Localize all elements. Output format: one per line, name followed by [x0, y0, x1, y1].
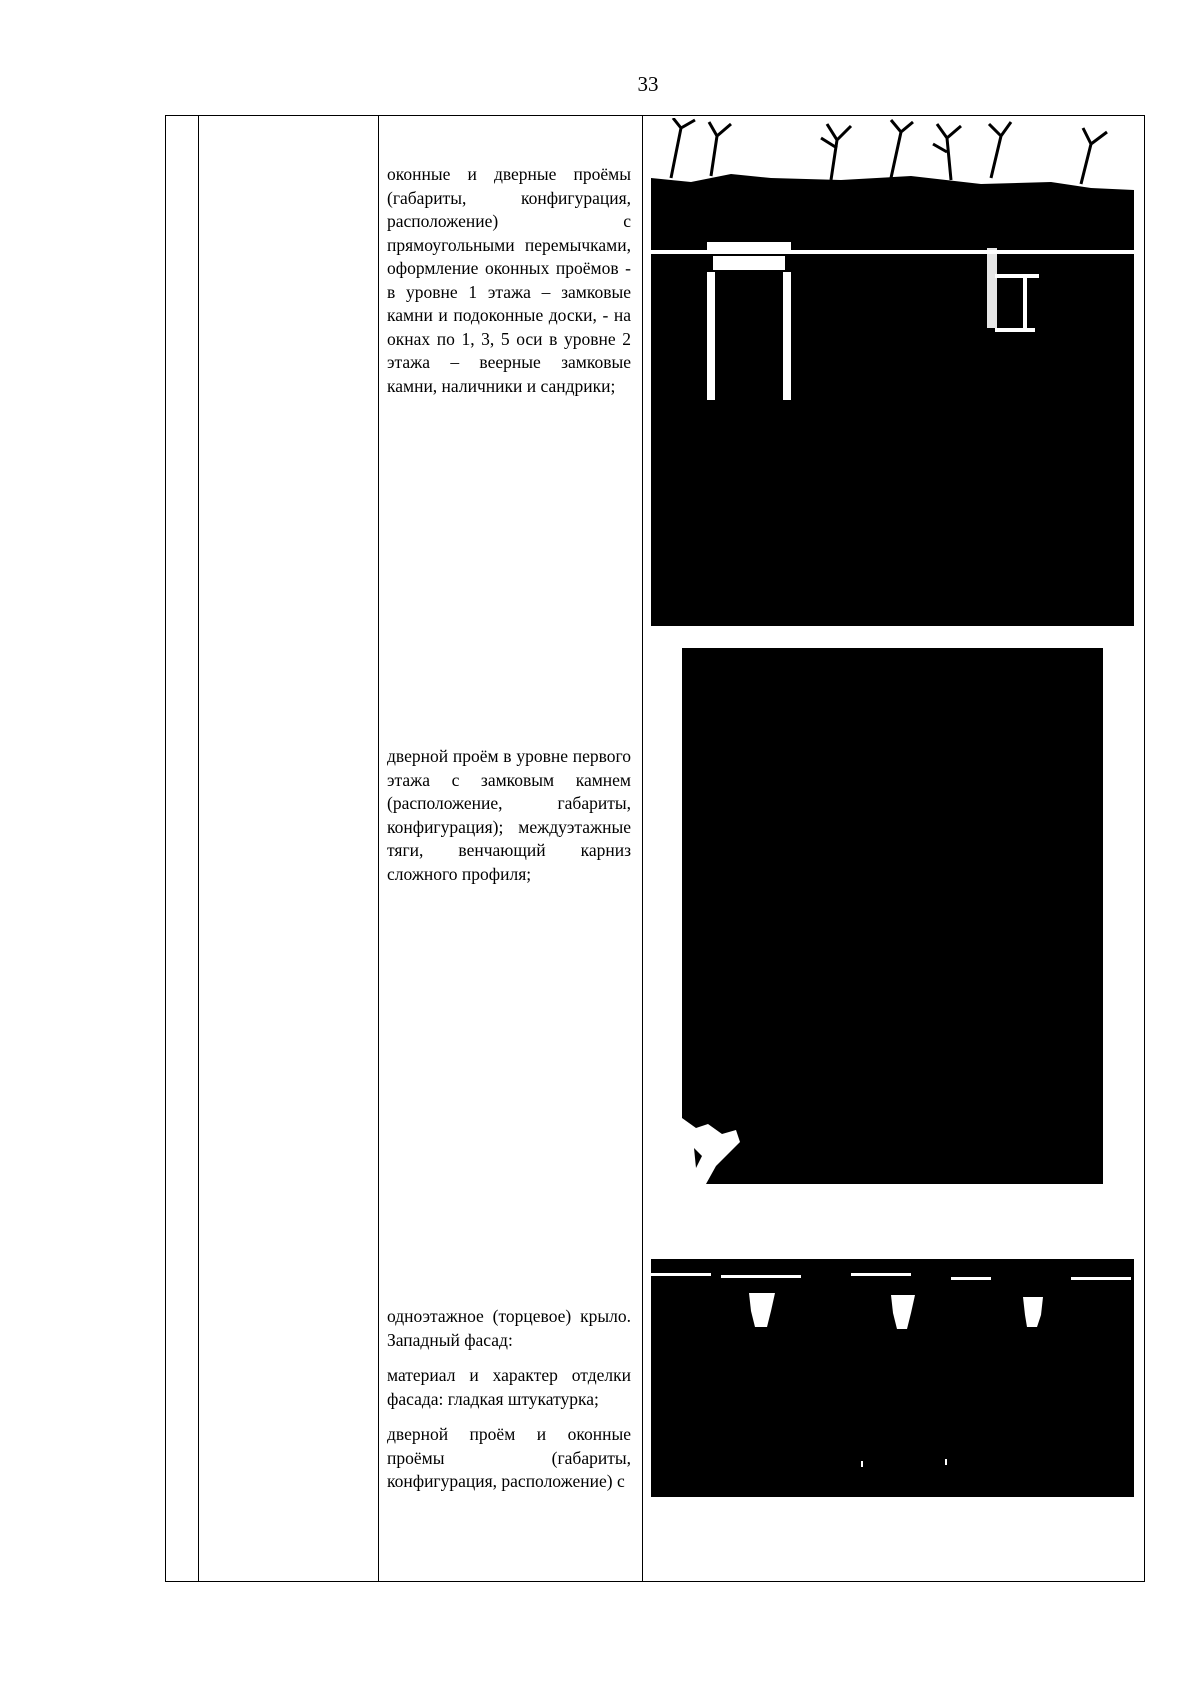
- page-number: 33: [637, 72, 659, 96]
- facade-photo-1: [651, 118, 1134, 626]
- description-block-2: [387, 745, 631, 898]
- description-paragraph: оконные и дверные проёмы (габариты, конфигурация, расположение) с прямоугольными перемычками, оформление оконных проёмов - в уровне 1 этажа – замковые камни и подоконные доски, - на окнах по 1, 3, 5 оси в уровне 2 этажа – веерные замковые камни, наличники и сандрики;: [387, 164, 631, 396]
- west-facade-photo-image: [651, 1259, 1134, 1497]
- table-column-divider: [378, 116, 379, 1581]
- west-facade-photo: [651, 1259, 1134, 1497]
- facade-photo-1-image: [651, 118, 1134, 626]
- description-block-3: [387, 1305, 631, 1494]
- description-paragraph: одноэтажное (торцевое) крыло. Западный фасад:: [387, 1306, 631, 1350]
- description-paragraph: материал и характер отделки фасада: гладкая штукатурка;: [387, 1365, 631, 1409]
- table-column-divider: [198, 116, 199, 1581]
- door-photo-image: [682, 648, 1103, 1184]
- description-paragraph: дверной проём в уровне первого этажа с замковым камнем (расположение, габариты, конфигурация); междуэтажные тяги, венчающий карниз сложного профиля;: [387, 746, 631, 884]
- description-block-1: [387, 163, 631, 410]
- door-photo: [682, 648, 1103, 1184]
- table-column-divider: [642, 116, 643, 1581]
- description-paragraph: дверной проём и оконные проёмы (габариты, конфигурация, расположение) с: [387, 1424, 631, 1491]
